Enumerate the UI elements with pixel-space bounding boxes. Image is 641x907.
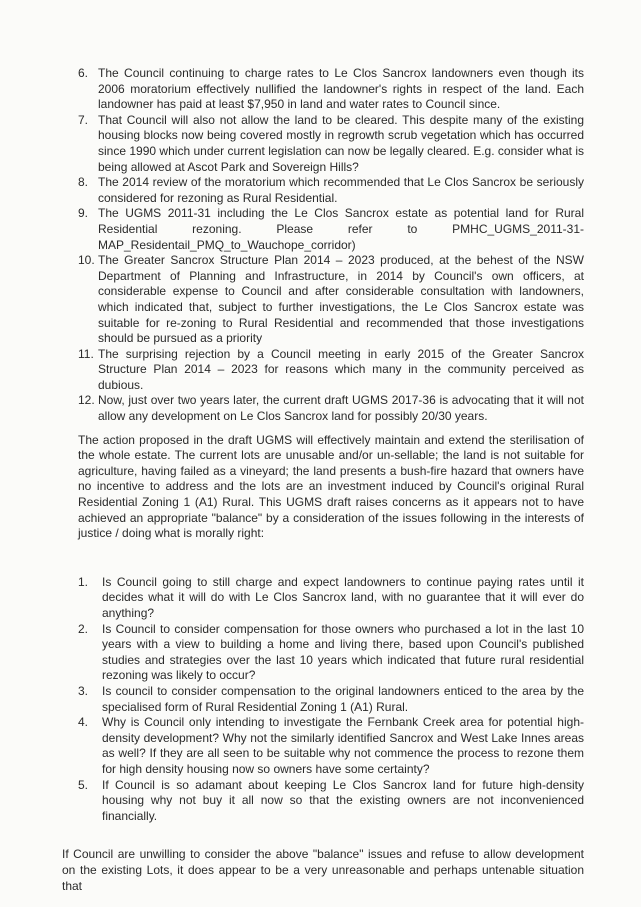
list-item (78, 253, 584, 347)
list-item (78, 66, 584, 113)
list-item (78, 778, 584, 825)
list-item-text: If Council is so adamant about keeping Le Clos Sancrox land for future high-density housing why not buy it all now so that the existing owners are not inconvenienced financially. (102, 777, 584, 823)
list-number: 1. (78, 574, 89, 589)
list-item (78, 684, 584, 715)
list-item (78, 206, 584, 253)
list-item-text: The Council continuing to charge rates to Le Clos Sancrox landowners even though its 2006 moratorium effectively nullified the landowner's rights in respect of the land. Each landowner has paid at least $7,950 in land and water rates to Council since. (98, 66, 584, 112)
list-number: 10. (78, 253, 95, 268)
list-item-text: Now, just over two years later, the current draft UGMS 2017-36 is advocating that it will not allow any development on Le Clos Sancrox land for possibly 20/30 years. (98, 393, 584, 424)
list-number: 5. (78, 777, 89, 792)
list-number: 7. (78, 112, 89, 127)
list-number: 8. (78, 175, 89, 190)
list-item-text: The UGMS 2011-31 including the Le Clos Sancrox estate as potential land for Rural Residential rezoning. Please refer to PMHC_UGMS_2011-31-MAP_Residentail_PMQ_to_Wauchope_corridor) (98, 206, 584, 252)
list-number: 4. (78, 715, 89, 730)
list-item (78, 347, 584, 394)
list-number: 2. (78, 621, 89, 636)
numbered-list-concerns (78, 66, 584, 425)
list-item (78, 575, 584, 622)
list-item-text: Is Council going to still charge and expect landowners to continue paying rates until it decides what it will do with Le Clos Sancrox land, with no guarantee that it will ever do anything? (102, 574, 584, 620)
list-number: 12. (78, 393, 95, 408)
list-item (78, 622, 584, 684)
list-item (78, 175, 584, 206)
list-item-text: The surprising rejection by a Council meeting in early 2015 of the Greater Sancrox Structure Plan 2014 – 2023 for reasons which many in the community perceived as dubious. (98, 346, 584, 392)
list-item (78, 393, 584, 424)
numbered-list-questions (78, 575, 584, 825)
list-item-text: Why is Council only intending to investigate the Fernbank Creek area for potential high-density development? Why not the similarly identified Sancrox and West Lake Innes areas as well? If they are all seen to be suitable why not commence the process to rezone them for high density housing now so owners have some certainty? (102, 715, 584, 776)
body-paragraph: The action proposed in the draft UGMS will effectively maintain and extend the sterilisation of the whole estate. The current lots are unusable and/or un-sellable; the land is not suitable for agriculture, having failed as a vineyard; the land presents a bush-fire hazard that owners have no incentive to address and the lots are an investment induced by Council's original Rural Residential Zoning 1 (A1) Rural. This UGMS draft raises concerns as it appears not to have achieved an appropriate "balance" by a consideration of the issues following in the interests of justice / doing what is morally right: (78, 432, 584, 541)
list-number: 3. (78, 683, 89, 698)
list-item-text: The 2014 review of the moratorium which recommended that Le Clos Sancrox be seriously considered for rezoning as Rural Residential. (98, 175, 584, 205)
list-item-text: The Greater Sancrox Structure Plan 2014 – 2023 produced, at the behest of the NSW Department of Planning and Infrastructure, in 2014 by Council's own officers, at considerable expense to Council and after considerable consultation with landowners, which indicated that, subject to further investigations, the Le Clos Sancrox estate was suitable for re-zoning to Rural Residential and recommended that those investigations should be pursued as a priority (98, 253, 584, 346)
closing-paragraph: If Council are unwilling to consider the above "balance" issues and refuse to allow development on the existing Lots, it does appear to be a very unreasonable and perhaps untenable situation that (62, 847, 584, 893)
list-number: 11. (78, 346, 94, 361)
list-item-text: That Council will also not allow the land to be cleared. This despite many of the existing housing blocks now being covered mostly in regrowth scrub vegetation which has occurred since 1990 which under current legislation can now be legally cleared. E.g. consider what is being allowed at Ascot Park and Sovereign Hills? (98, 112, 584, 174)
list-number: 9. (78, 206, 89, 221)
list-item-text: Is Council to consider compensation for those owners who purchased a lot in the last 10 years with a view to building a home and living there, based upon Council's published studies and strategies over the last 10 years which indicated that future rural residential rezoning was likely to occur? (102, 621, 584, 683)
list-number: 6. (78, 66, 89, 80)
list-item (78, 715, 584, 777)
list-item-text: Is council to consider compensation to the original landowners enticed to the area by the specialised form of Rural Residential Zoning 1 (A1) Rural. (102, 683, 584, 714)
list-item (78, 113, 584, 175)
